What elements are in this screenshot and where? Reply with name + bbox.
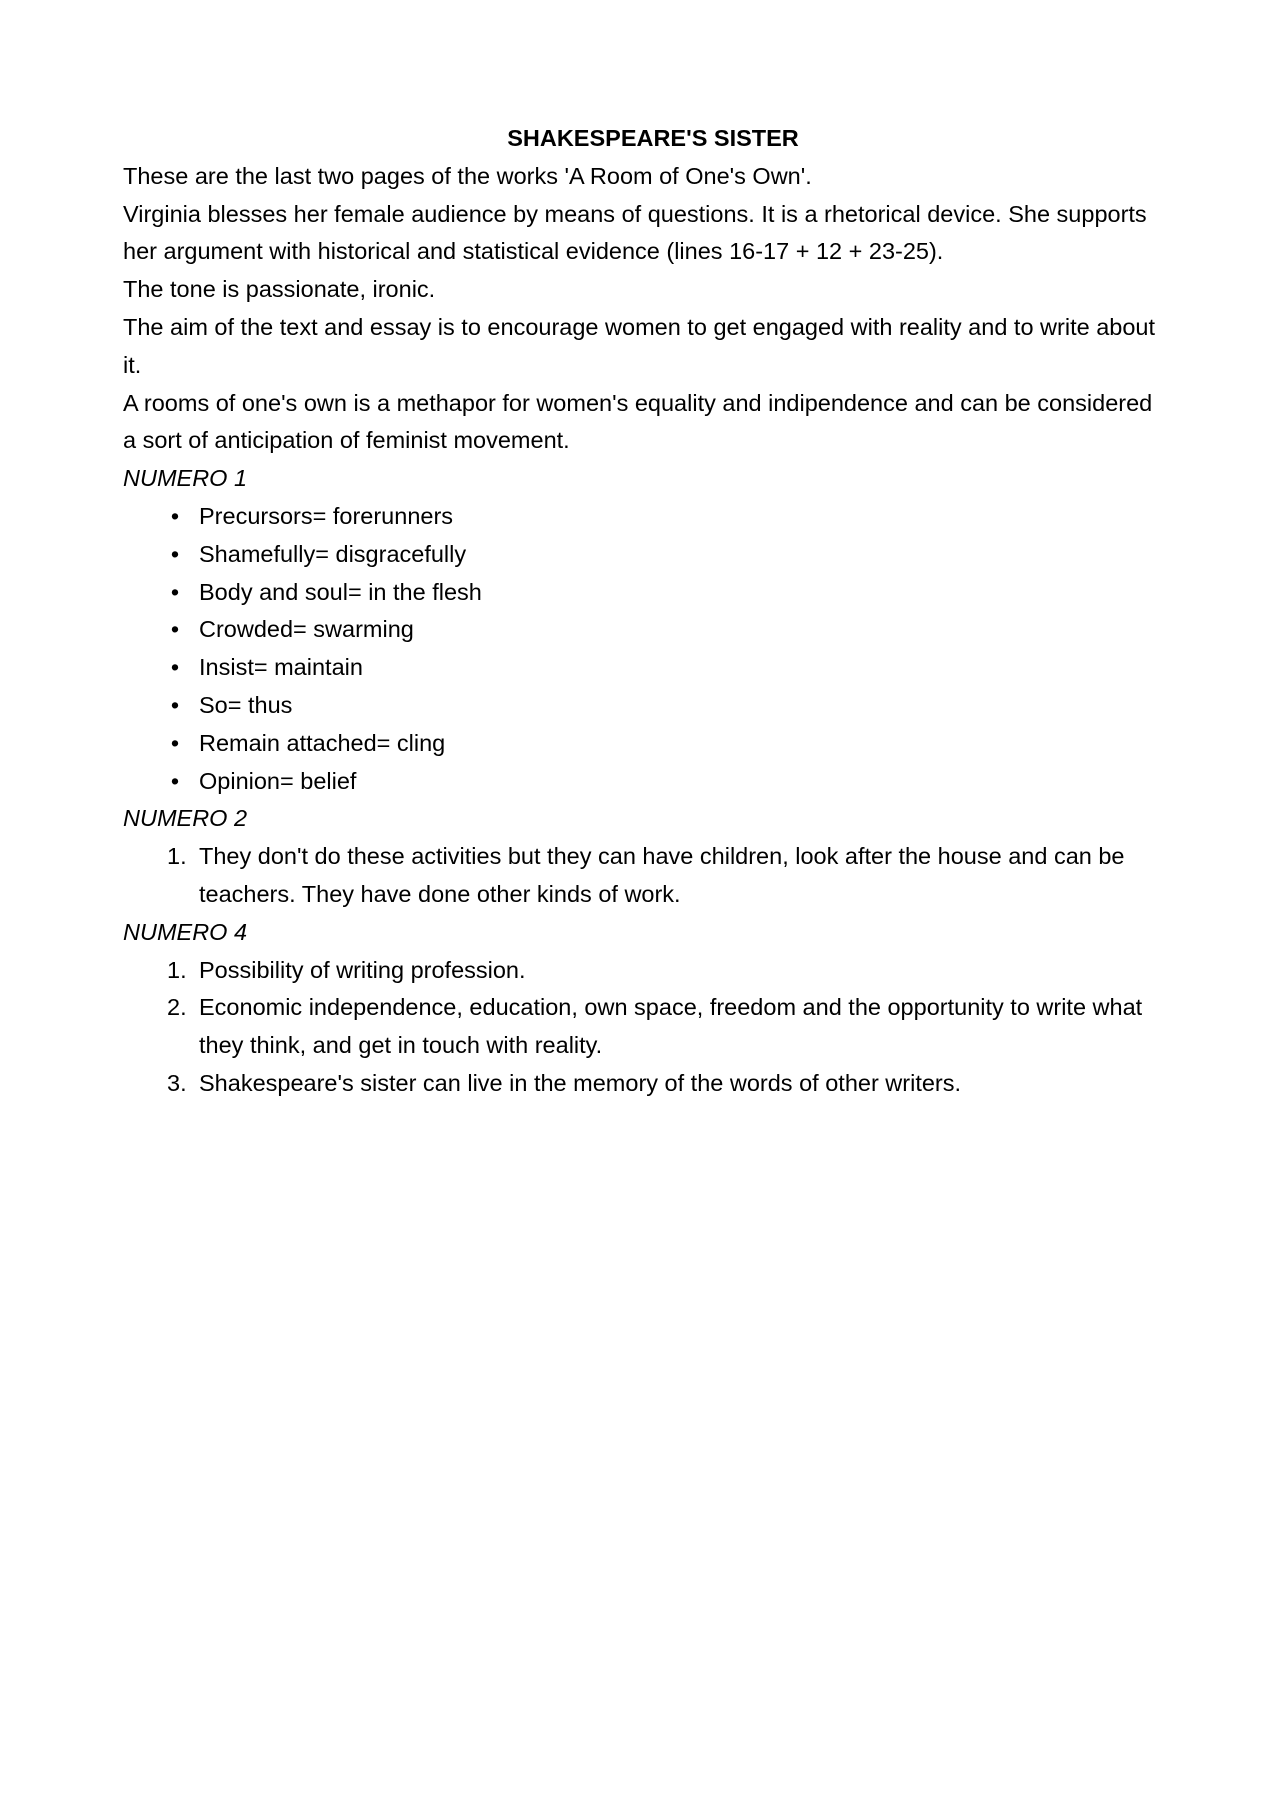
section-heading-numero-1: NUMERO 1: [123, 465, 248, 492]
list-number: 2.: [167, 994, 187, 1021]
list-item-text: Body and soul= in the flesh: [199, 578, 482, 605]
list-item: [123, 952, 1163, 990]
answers-list-numero-2: [123, 838, 1163, 914]
list-item-text: Crowded= swarming: [199, 616, 414, 643]
document-title: SHAKESPEARE'S SISTER: [507, 125, 799, 151]
list-item: [123, 498, 1163, 536]
list-item-text: They don't do these activities but they can have children, look after the house and can be teachers. They have done other kinds of work.: [199, 843, 1125, 907]
list-number: 1.: [167, 843, 187, 870]
section-heading-numero-2: NUMERO 2: [123, 805, 248, 832]
list-item: [123, 1065, 1163, 1103]
intro-paragraph: The aim of the text and essay is to encourage women to get engaged with reality and to write about it.: [123, 313, 1156, 378]
list-item: [123, 763, 1163, 801]
list-item: [123, 649, 1163, 687]
list-item: [123, 989, 1163, 1065]
list-item-text: Insist= maintain: [199, 654, 363, 681]
list-item: [123, 611, 1163, 649]
bullet-marker: •: [170, 616, 180, 643]
list-item: [123, 725, 1163, 763]
list-number: 3.: [167, 1069, 187, 1096]
list-number: 1.: [167, 956, 187, 983]
intro-paragraph: The tone is passionate, ironic.: [123, 276, 436, 303]
bullet-marker: •: [170, 767, 180, 794]
list-item: [123, 687, 1163, 725]
bullet-marker: •: [170, 729, 180, 756]
bullet-marker: •: [170, 654, 180, 681]
answers-list-numero-4: [123, 952, 1163, 1103]
bullet-marker: •: [170, 502, 180, 529]
list-item: [123, 838, 1163, 914]
list-item: [123, 574, 1163, 612]
list-item-text: Opinion= belief: [199, 767, 357, 794]
list-item-text: So= thus: [199, 691, 293, 718]
intro-paragraph: A rooms of one's own is a methapor for women's equality and indipendence and can be considered a sort of anticipation of feminist movement.: [123, 389, 1153, 454]
bullet-marker: •: [170, 540, 180, 567]
list-item-text: Shakespeare's sister can live in the memory of the words of other writers.: [199, 1069, 962, 1096]
section-heading-numero-4: NUMERO 4: [123, 918, 248, 945]
list-item-text: Economic independence, education, own space, freedom and the opportunity to write what they think, and get in touch with reality.: [199, 994, 1143, 1059]
intro-paragraph: Virginia blesses her female audience by means of questions. It is a rhetorical device. She supports her argument with historical and statistical evidence (lines 16-17 + 12 + 23-25).: [123, 200, 1147, 265]
intro-paragraph: These are the last two pages of the works 'A Room of One's Own'.: [123, 162, 812, 189]
document-page: [123, 120, 1163, 1103]
list-item-text: Possibility of writing profession.: [199, 956, 526, 983]
vocabulary-list: [123, 498, 1163, 800]
list-item-text: Remain attached= cling: [199, 729, 446, 756]
list-item-text: Shamefully= disgracefully: [199, 540, 467, 567]
bullet-marker: •: [170, 578, 180, 605]
bullet-marker: •: [170, 691, 180, 718]
list-item: [123, 536, 1163, 574]
list-item-text: Precursors= forerunners: [199, 502, 454, 529]
